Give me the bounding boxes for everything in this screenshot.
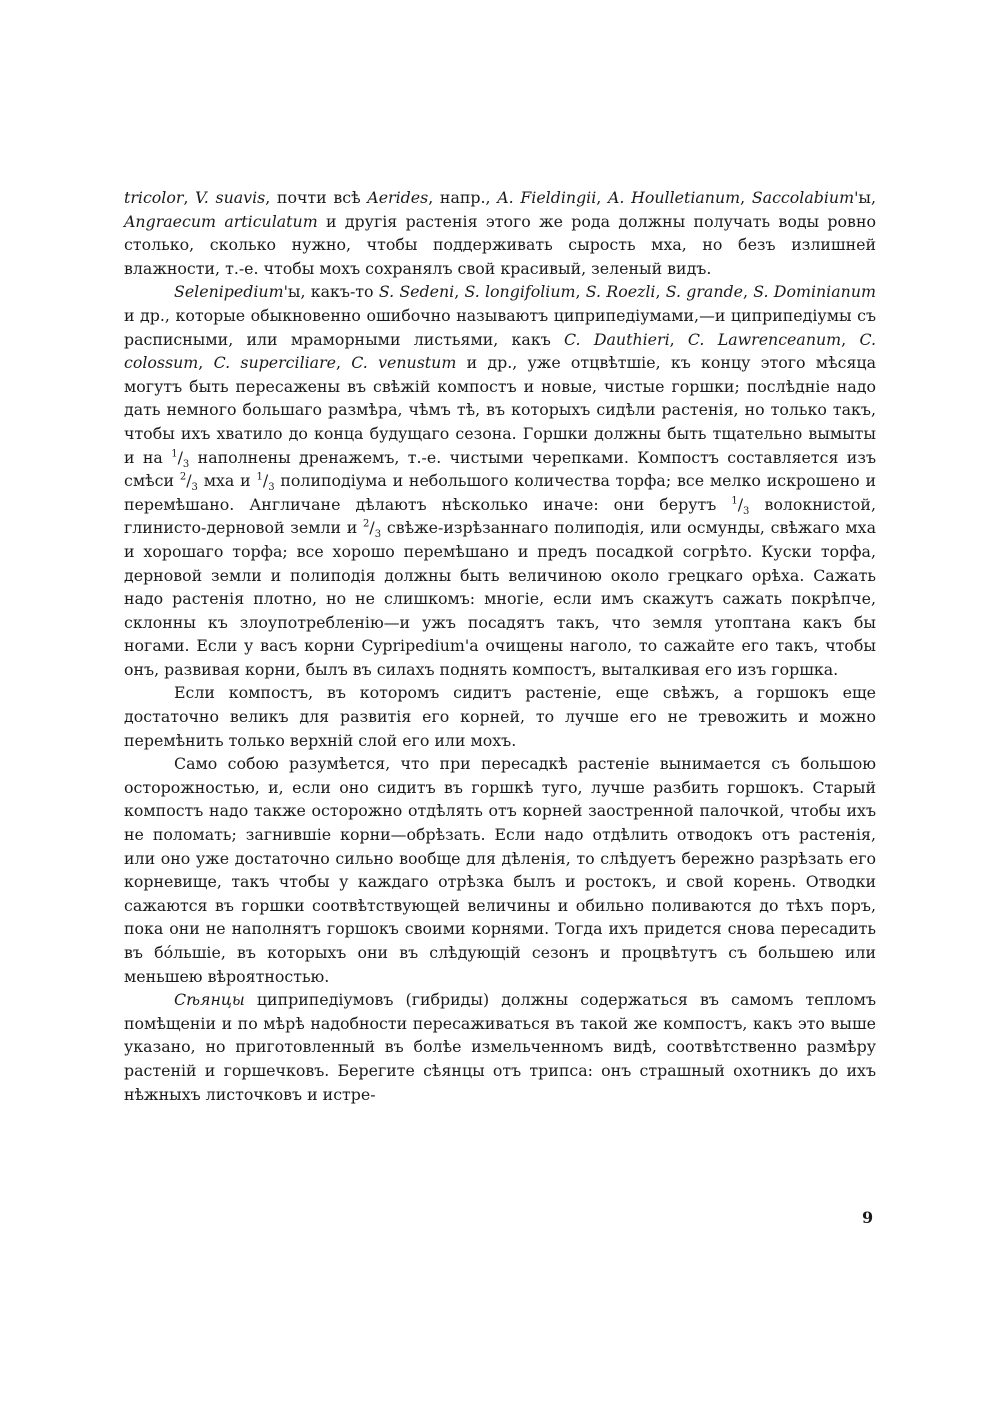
paragraph-1 [124,186,876,280]
fraction: $^2/_3$ [179,471,198,494]
text-run: циприпедіумовъ (гибриды) должны содержаться въ самомъ тепломъ помѣщеніи и по мѣрѣ надобности пересаживаться въ такой же компостъ, какъ это выше указано, но приготовленный въ болѣе измельченномъ видѣ, соотвѣтственно размѣру растеній и горшечковъ. Берегите сѣянцы отъ трипса: онъ страшный охотникъ до ихъ нѣжныхъ листочковъ и истре- [124,990,876,1104]
text-run: , [743,282,754,302]
paragraph-5 [124,988,876,1106]
italic-text: C. Dauthieri [564,329,670,349]
text-run: мха и [197,471,257,491]
text-run: наполнены дренажемъ, т.-е. чистыми черепками. Компостъ составляется изъ смѣси [124,447,876,491]
italic-text: Saccolabium [751,188,855,207]
italic-text: C. colossum [124,329,876,373]
fraction: $^1/_3$ [171,447,190,470]
page-number: 9 [862,1208,874,1227]
italic-text: Selenipedium [174,282,284,302]
text-run: Само собою разумѣется, что при пересадкѣ растеніе вынимается съ большою осторожностью, и, если оно сидитъ въ горшкѣ туго, лучше разбить горшокъ. Старый компостъ надо также осторожно отдѣлять отъ корней заостренной палочкой, чтобы ихъ не поломать; загнившіе корни—обрѣзать. Если надо отдѣлить отводокъ отъ растенія, или оно уже достаточно сильно вообще для дѣленія, то слѣдуетъ бережно разрѣзать его корневище, такъ чтобы у каждаго отрѣзка былъ и ростокъ, и свой корень. Отводки сажаются въ горшки соотвѣтствующей величины и обильно поливаются до тѣхъ поръ, пока они не наполнятъ горшокъ своими корнями. Тогда ихъ придется снова пересадить въ бóльшіе, въ которыхъ они въ слѣдующій сезонъ и процвѣтутъ съ большею или меньшею вѣроятностью. [124,754,876,986]
fraction: $^1/_3$ [256,471,275,494]
italic-text: A. Houlletianum [607,188,741,207]
fraction: $^1/_3$ [731,494,750,517]
text-run: , [198,353,214,373]
document-body [124,186,876,1106]
text-run: , напр., [428,188,498,207]
text-run: , [655,282,666,302]
fraction: $^2/_3$ [363,518,382,541]
text-run: полиподіума и небольшого количества торфа; все мелко искрошено и перемѣшано. Англичане дѣлаютъ нѣсколько иначе: они берутъ [124,471,876,514]
text-run: , [183,188,196,207]
text-run: , [336,353,352,373]
text-run: и другія растенія этого же рода должны получать воды ровно столько, сколько нужно, чтобы поддерживать сырость мха, но безъ излишней влажности, т.-е. чтобы мохъ сохранялъ свой красивый, зеленый видъ. [124,211,876,278]
italic-text: S. Dominianum [753,282,876,302]
text-run: , [740,188,752,207]
text-run: , [575,282,586,302]
italic-text: S. Sedeni [378,282,455,302]
italic-text: S. Roezli [585,282,656,302]
italic-text: A. Fieldingii [497,188,597,207]
italic-text: C. Lawrenceanum [687,329,842,349]
text-run: 'ы, [854,188,876,207]
italic-text: S. grande [665,282,743,302]
italic-text: V. suavis [195,188,266,207]
text-run: 'ы, какъ-то [283,282,379,302]
italic-text: C. superciliare [213,353,336,373]
text-run: Если компостъ, въ которомъ сидитъ растеніе, еще свѣжъ, а горшокъ еще достаточно великъ для развитія его корней, то лучше его не тревожить и можно перемѣнить только верхній слой его или мохъ. [124,683,876,750]
text-run: , [596,188,608,207]
italic-text: Сѣянцы [174,990,245,1010]
italic-text: Angraecum articulatum [124,211,318,231]
text-run: свѣже-изрѣзаннаго полиподія, или осмунды, свѣжаго мха и хорошаго торфа; все хорошо перемѣшано и предъ посадкой согрѣто. Куски торфа, дерновой земли и полиподія должны быть величиною около грецкаго орѣха. Сажать надо растенія плотно, но не слишкомъ: многіе, если имъ скажутъ сажать покрѣпче, склонны къ злоупотребленію—и ужъ посадятъ такъ, что земля утоптана какъ бы ногами. Если у васъ корни Cypripedium'а очищены наголо, то сажайте его такъ, чтобы онъ, развивая корни, былъ въ силахъ поднять компостъ, выталкивая его изъ горшка. [124,518,876,679]
italic-text: S. longifolium [464,282,576,302]
text-run: и др., которые обыкновенно ошибочно называютъ циприпедіумами,—и циприпедіумы съ расписными, или мраморными листьями, какъ [124,305,876,349]
paragraph-2 [124,280,876,681]
italic-text: tricolor [124,188,184,207]
italic-text: C. venustum [351,353,457,373]
text-run: , почти всѣ [265,188,368,207]
paragraph-4 [124,752,876,988]
text-run: , [841,329,860,349]
paragraph-3 [124,681,876,752]
text-run: волокнистой, глинисто-дерновой земли и [124,494,876,538]
italic-text: Aerides [367,188,429,207]
text-run: , [669,329,688,349]
text-run: , [454,282,465,302]
text-run: и др., уже отцвѣтшіе, къ концу этого мѣсяца могутъ быть пересажены въ свѣжій компостъ и новые, чистые горшки; послѣдніе надо дать немного большаго размѣра, чѣмъ тѣ, въ которыхъ сидѣли растенія, но только такъ, чтобы ихъ хватило до конца будущаго сезона. Горшки должны быть тщательно вымыты и на [124,353,876,467]
